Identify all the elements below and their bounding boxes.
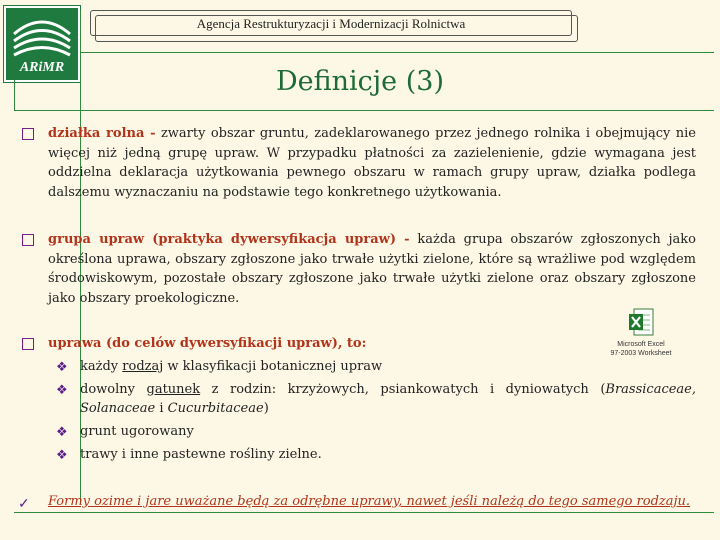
- definition-item-1: [48, 124, 696, 202]
- definition-item-3: [48, 334, 696, 354]
- field-logo-icon: [12, 14, 72, 58]
- bottom-rule: [14, 512, 714, 513]
- list-item: ❖ każdy rodzaj w klasyfikacji botanicznej upraw: [56, 359, 383, 375]
- header-box: [90, 10, 572, 36]
- square-bullet-icon: [22, 128, 34, 140]
- square-bullet-icon: [22, 234, 34, 246]
- excel-icon: [628, 308, 654, 336]
- agency-name: Agencja Restrukturyzacji i Modernizacji Rolnictwa: [196, 16, 466, 31]
- footer-note: Formy ozime i jare uważane będą za odrębne uprawy, nawet jeśli należą do tego samego rodzaju.: [48, 494, 691, 509]
- excel-label-line1: Microsoft Excel: [617, 341, 665, 348]
- page-title: Definicje (3): [276, 66, 444, 97]
- excel-label-line2: 97-2003 Worksheet: [610, 350, 672, 357]
- definition-item-2: [48, 230, 696, 308]
- checkmark-icon: ✓: [18, 496, 30, 512]
- diamond-bullet-icon: ❖: [56, 425, 68, 440]
- logo-text: ARiMR: [19, 60, 65, 75]
- definition-text: zwarty obszar gruntu, zadeklarowanego przez jednego rolnika i obejmujący nie więcej niż jedną grupę upraw. W przypadku płatności za zazielenienie, gdzie wymagana jest oddzielna deklaracja użytkowania pewnego obszaru w ramach grupy upraw, działka podlega dalszemu wyznaczaniu na podstawie tego konkretnego użytkowania.: [48, 126, 696, 200]
- list-item: ❖ grunt ugorowany: [56, 424, 194, 440]
- diamond-bullet-icon: ❖: [56, 448, 68, 463]
- definition-term: działka rolna -: [48, 126, 156, 141]
- diamond-bullet-icon: ❖: [56, 360, 68, 375]
- square-bullet-icon: [22, 338, 34, 350]
- list-item: ❖ trawy i inne pastewne rośliny zielne.: [56, 447, 322, 463]
- diamond-bullet-icon: ❖: [56, 383, 68, 398]
- title-rule: [14, 110, 714, 111]
- excel-worksheet-object[interactable]: [600, 308, 682, 360]
- list-item: ❖ dowolny gatunek z rodzin: krzyżowych, psiankowatych i dyniowatych (Brassicaceae, Solanaceae i Cucurbitaceae): [56, 382, 697, 416]
- definition-text: każda grupa obszarów zgłoszonych jako określona uprawa, obszary zgłoszone jako trwałe użytki zielone, które są wrażliwe pod względem środowiskowym, pozostałe obszary zgłoszone jako trwałe użytki zielone oraz obszary zgłoszone jako obszary proekologiczne.: [48, 232, 696, 306]
- definition-term: grupa upraw (praktyka dywersyfikacja upraw) -: [48, 232, 410, 247]
- definition-term: uprawa (do celów dywersyfikacji upraw), to:: [48, 336, 367, 351]
- header-rule: [80, 52, 714, 53]
